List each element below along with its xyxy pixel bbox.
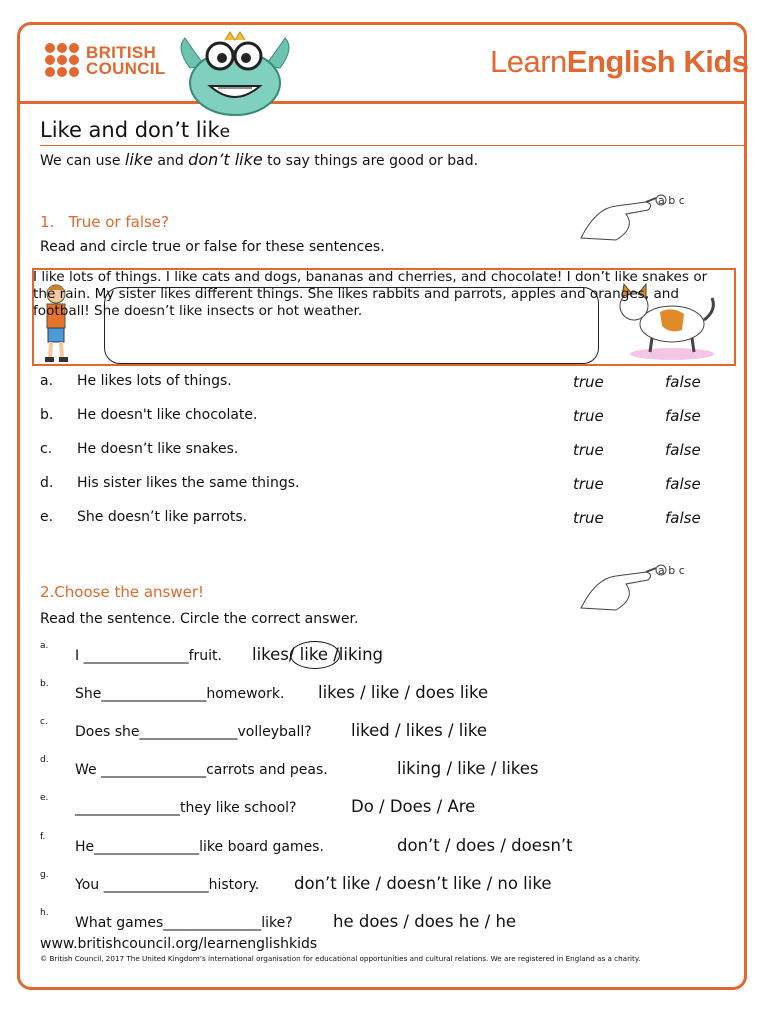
answer-circle	[290, 641, 340, 669]
answer-options[interactable]: liking / like / likes	[397, 759, 539, 778]
page-title: Like and don’t like	[40, 118, 231, 142]
true-false-row-a: a. He likes lots of things. true false	[40, 373, 701, 391]
answer-options[interactable]: don’t like / doesn’t like / no like	[294, 874, 552, 893]
british-council-logo	[45, 43, 166, 78]
svg-text:a b c: a b c	[658, 564, 685, 577]
learnenglish-kids-logo: LearnEnglish Kids	[490, 44, 749, 79]
section1-instruction: Read and circle true or false for these sentences.	[40, 239, 385, 255]
writing-hand-icon	[576, 188, 696, 248]
false-option[interactable]: false	[665, 509, 701, 527]
writing-hand-icon	[576, 558, 696, 618]
true-option[interactable]: true	[573, 509, 604, 527]
section2-heading: 2.Choose the answer!	[40, 583, 205, 601]
bc-logo-line2: COUNCIL	[86, 58, 166, 78]
true-option[interactable]: true	[573, 407, 604, 425]
answer-options[interactable]: likes / like / does like	[318, 683, 489, 702]
false-option[interactable]: false	[665, 441, 701, 459]
footer-url[interactable]: www.britishcouncil.org/learnenglishkids	[40, 936, 318, 952]
answer-options[interactable]: Do / Does / Are	[351, 797, 476, 816]
answer-options[interactable]: liked / likes / like	[351, 721, 488, 740]
true-false-row-e: e. She doesn’t like parrots. true false	[40, 509, 701, 527]
svg-text:a b c: a b c	[658, 194, 685, 207]
story-text: I like lots of things. I like cats and dogs, bananas and cherries, and chocolate! I don’t like snakes or the rain. My sister likes different things. She likes rabbits and parrots, apples and oranges, and football! She doesn’t like insects or hot weather.	[33, 269, 708, 319]
choice-row-b: b. She_______________homework. likes / like / does like	[40, 679, 489, 702]
choice-row-a: a. I _______________fruit. likes/ like /liking	[40, 641, 384, 664]
false-option[interactable]: false	[665, 475, 701, 493]
title-underline	[40, 145, 745, 146]
choice-row-c: c. Does she______________volleyball? liked / likes / like	[40, 717, 488, 740]
choice-row-e: e. _______________they like school? Do / Does / Are	[40, 793, 476, 816]
true-false-row-d: d. His sister likes the same things. true false	[40, 475, 701, 493]
section1-heading: 1. True or false?	[40, 213, 170, 231]
choice-row-f: f. He_______________like board games. don’t / does / doesn’t	[40, 832, 573, 855]
true-option[interactable]: true	[573, 441, 604, 459]
monster-mascot-icon	[170, 28, 300, 118]
section2-instruction: Read the sentence. Circle the correct answer.	[40, 611, 359, 627]
choice-row-d: d. We _______________carrots and peas. liking / like / likes	[40, 755, 539, 778]
true-option[interactable]: true	[573, 373, 604, 391]
true-false-row-b: b. He doesn't like chocolate. true false	[40, 407, 701, 425]
choice-row-h: h. What games______________like? he does / does he / he	[40, 908, 517, 931]
answer-options[interactable]: likes/ like /liking	[252, 645, 384, 664]
bc-logo-line1: BRITISH	[86, 42, 157, 62]
false-option[interactable]: false	[665, 373, 701, 391]
footer-copyright: © British Council, 2017 The United Kingdom’s international organisation for educational opportunities and cultural relations. We are registered in England as a charity.	[40, 954, 641, 963]
true-false-row-c: c. He doesn’t like snakes. true false	[40, 441, 701, 459]
intro-text: We can use like and don’t like to say things are good or bad.	[40, 150, 479, 169]
answer-options[interactable]: don’t / does / doesn’t	[397, 836, 573, 855]
british-council-dots-icon	[45, 43, 80, 78]
choice-row-g: g. You _______________history. don’t like / doesn’t like / no like	[40, 870, 552, 893]
header-divider	[20, 101, 747, 104]
true-option[interactable]: true	[573, 475, 604, 493]
answer-options[interactable]: he does / does he / he	[333, 912, 517, 931]
false-option[interactable]: false	[665, 407, 701, 425]
